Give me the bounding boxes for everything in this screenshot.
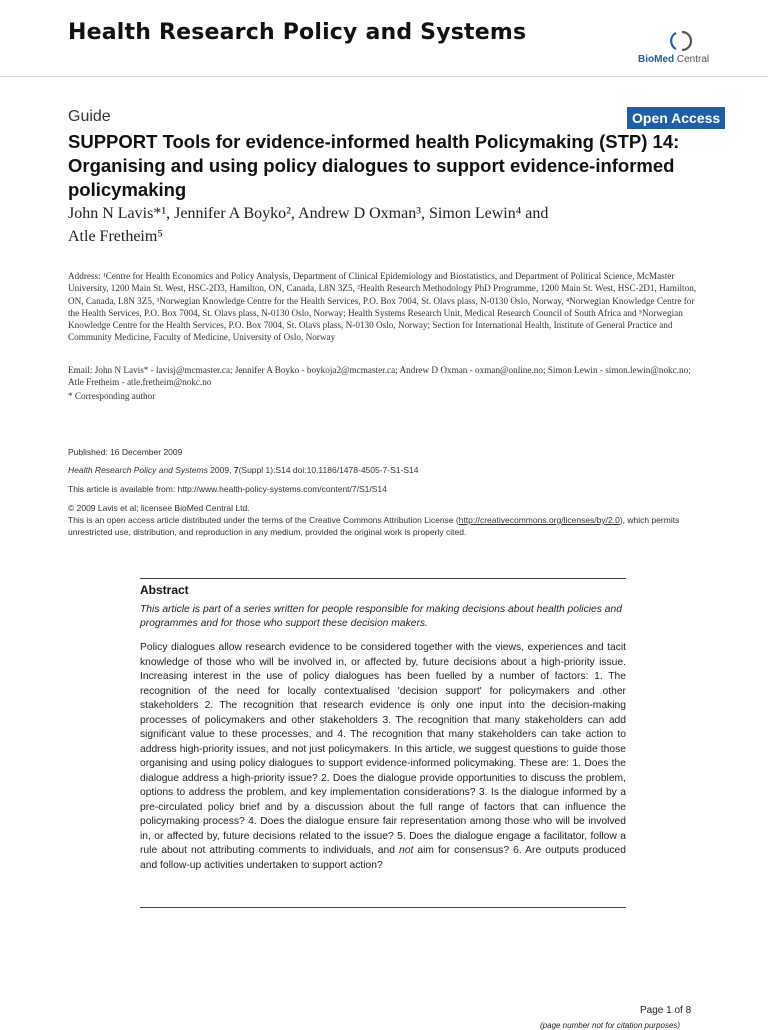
- author-addresses: Address: ¹Centre for Health Economics and Policy Analysis, Department of Clinical Epidemiology and Biostatistics, and Department of Political Science, McMaster University, 1200 Main St. West, HSC-2D3, Hamilton, ON, Canada, L8N 3Z5, ²Health Research Methodology PhD Programme, 1200 Main St. West, HSC-2D1, Hamilton, ON, Canada, L8N 3Z5, ³Norwegian Knowledge Centre for the Health Services, P.O. Box 7004, St. Olavs plass, N-0130 Oslo, Norway, ⁴Norwegian Knowledge Centre for the Health Services, P.O. Box 7004, St. Olavs plass, N-0130 Oslo, Norway; Health Systems Research Unit, Medical Research Council of South Africa and ⁵Norwegian Knowledge Centre for the Health Services, P.O. Box 7004, St. Olavs plass, N-0130 Oslo, Norway; Section for International Health, Institute of General Practice and Community Medicine, Faculty of Medicine, University of Oslo, Norway: [68, 271, 697, 343]
- citation-volume: 7: [233, 465, 239, 475]
- citation-journal: Health Research Policy and Systems: [68, 465, 208, 475]
- header-divider: [0, 76, 768, 77]
- biomed-central-logo: [638, 30, 738, 70]
- abstract-body-text: Policy dialogues allow research evidence to be considered together with the views, experiences and tacit knowledge of those who will be involved in, or affected by, future decisions about a high-priority issue. Increasing interest in the use of policy dialogues has been fuelled by a number of factors: 1. The recognition of the need for locally contextualised 'decision support' for policymakers and other stakeholders 2. The recognition that research evidence is only one input into the decision-making processes of policymakers and other stakeholders 3. The recognition that many stakeholders can add significant value to these processes, and 4. The recognition that many stakeholders can take action to address high-priority issues, and not just policymakers. In this article, we suggest questions to guide those organising and using policy dialogues to support evidence-informed policymaking. These are: 1. Does the dialogue address a high-priority issue? 2. Does the dialogue provide opportunities to discuss the problem, options to address the problem, and key implementation considerations? 3. Is the dialogue informed by a pre-circulated policy brief and by a discussion about the full range of factors that can influence the policymaking process? 4. Does the dialogue ensure fair representation among those who will be involved in, or affected by, future decisions related to the issue? 5. Does the dialogue engage a facilitator, follow a rule about not attributing comments to individuals, and: [140, 642, 626, 856]
- logo-central-text: Central: [674, 54, 710, 65]
- copyright-notice: © 2009 Lavis et al; licensee BioMed Central Ltd.: [68, 503, 250, 513]
- article-type: Guide: [68, 108, 111, 125]
- citation-line: [68, 464, 708, 476]
- published-date: Published: 16 December 2009: [68, 447, 183, 457]
- license-statement: [68, 514, 708, 538]
- abstract-bottom-rule: [140, 907, 626, 908]
- abstract-intro: This article is part of a series written for people responsible for making decisions about health policies and programmes and for those who support these decision makers.: [140, 604, 622, 629]
- article-availability[interactable]: This article is available from: http://www.health-policy-systems.com/content/7/S1/S14: [68, 484, 387, 494]
- abstract-emphasis: not: [399, 845, 414, 856]
- abstract-top-rule: [140, 578, 626, 579]
- abstract-heading: Abstract: [140, 583, 189, 597]
- page-number: Page 1 of 8: [640, 1005, 692, 1016]
- logo-wordmark: [638, 54, 709, 65]
- logo-bio-text: BioMed: [638, 54, 675, 65]
- license-text-post: ), which permits unrestricted use, distribution, and reproduction in any medium, provided the original work is properly cited.: [68, 515, 680, 537]
- abstract-section: [140, 578, 626, 873]
- abstract-body-text-end: aim for consensus? 6. Are outputs produced and follow-up activities undertaken to support action?: [140, 845, 626, 871]
- citation-year: 2009,: [207, 465, 234, 475]
- license-link[interactable]: http://creativecommons.org/licenses/by/2.0: [458, 515, 620, 525]
- abstract-body: [140, 641, 626, 873]
- citation-details: (Suppl 1):S14 doi:10.1186/1478-4505-7-S1-S14: [238, 465, 419, 475]
- author-emails: Email: John N Lavis* - lavisj@mcmaster.ca; Jennifer A Boyko - boykoja2@mcmaster.ca; Andrew D Oxman - oxman@online.no; Simon Lewin - simon.lewin@nokc.no; Atle Fretheim - atle.fretheim@nokc.no: [68, 365, 691, 388]
- author-list: [68, 202, 708, 248]
- biomed-logo-mark-icon: [668, 30, 692, 52]
- page-citation-note: (page number not for citation purposes): [540, 1021, 681, 1030]
- license-text-pre: This is an open access article distributed under the terms of the Creative Commons Attribution License (: [68, 515, 459, 525]
- journal-title: Health Research Policy and Systems: [68, 20, 527, 45]
- authors-line-1: John N Lavis*¹, Jennifer A Boyko², Andrew D Oxman³, Simon Lewin⁴ and: [68, 205, 549, 222]
- open-access-badge: Open Access: [627, 107, 725, 129]
- authors-line-2: Atle Fretheim⁵: [68, 228, 163, 245]
- article-title: SUPPORT Tools for evidence-informed health Policymaking (STP) 14: Organising and using policy dialogues to support evidence-informed policymaking: [68, 131, 680, 200]
- corresponding-author-note: * Corresponding author: [68, 391, 156, 401]
